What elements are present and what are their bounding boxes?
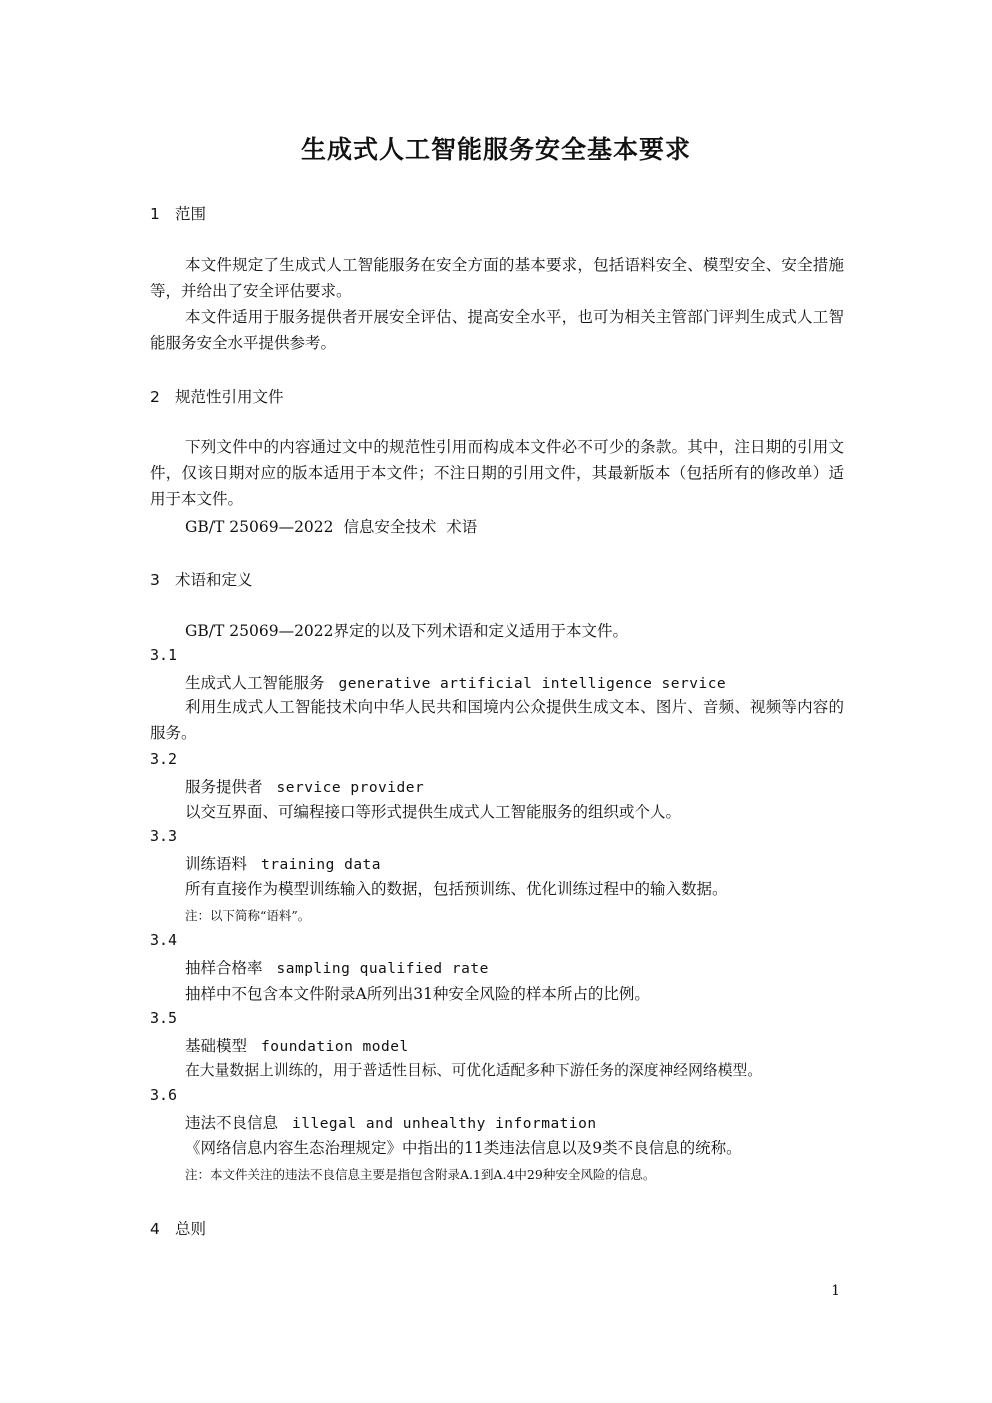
section-1-heading: [150, 202, 206, 224]
term-number: 3.5: [150, 1009, 178, 1027]
term-heading: [185, 671, 726, 693]
term-english: training data: [261, 857, 382, 873]
section-title: 规范性引用文件: [175, 388, 284, 406]
section-3-intro: GB/T 25069—2022界定的以及下列术语和定义适用于本文件。: [185, 622, 629, 640]
section-1-paragraph-2: 本文件适用于服务提供者开展安全评估、提高安全水平，也可为相关主管部门评判生成式人工智能服务安全水平提供参考。: [150, 308, 844, 352]
term-definition: 抽样中不包含本文件附录A所列出31种安全风险的样本所占的比例。: [185, 985, 650, 1003]
section-title: 总则: [175, 1220, 207, 1238]
term-number: 3.2: [150, 750, 178, 768]
section-number: 1: [150, 205, 160, 223]
page-number: 1: [831, 1283, 840, 1299]
term-definition: 所有直接作为模型训练输入的数据，包括预训练、优化训练过程中的输入数据。: [185, 880, 728, 898]
term-english: illegal and unhealthy information: [292, 1116, 597, 1132]
section-2-heading: [150, 385, 284, 407]
term-heading: [185, 852, 381, 874]
term-number: 3.6: [150, 1086, 178, 1104]
section-number: 4: [150, 1220, 160, 1238]
term-chinese: 训练语料: [185, 855, 248, 873]
term-heading: [185, 1034, 409, 1056]
term-definition: 《网络信息内容生态治理规定》中指出的11类违法信息以及9类不良信息的统称。: [185, 1139, 742, 1157]
term-chinese: 生成式人工智能服务: [185, 674, 325, 692]
term-english: service provider: [276, 780, 425, 796]
section-1-paragraph-1: 本文件规定了生成式人工智能服务在安全方面的基本要求，包括语料安全、模型安全、安全措施等，并给出了安全评估要求。: [150, 256, 844, 300]
section-3-heading: [150, 568, 253, 590]
section-title: 术语和定义: [175, 571, 253, 589]
term-heading: [185, 956, 489, 978]
term-english: sampling qualified rate: [276, 961, 489, 977]
term-note: 注：本文件关注的违法不良信息主要是指包含附录A.1到A.4中29种安全风险的信息。: [185, 1167, 656, 1182]
term-definition: 以交互界面、可编程接口等形式提供生成式人工智能服务的组织或个人。: [185, 803, 682, 821]
term-heading: [185, 1111, 597, 1133]
section-number: 2: [150, 388, 160, 406]
section-number: 3: [150, 571, 160, 589]
section-4-heading: [150, 1217, 206, 1239]
term-chinese: 抽样合格率: [185, 959, 263, 977]
normative-reference: GB/T 25069—2022 信息安全技术 术语: [185, 518, 478, 536]
term-number: 3.3: [150, 827, 178, 845]
term-chinese: 服务提供者: [185, 778, 263, 796]
section-title: 范围: [175, 205, 207, 223]
term-definition: 在大量数据上训练的，用于普适性目标、可优化适配多种下游任务的深度神经网络模型。: [185, 1062, 763, 1079]
document-title: 生成式人工智能服务安全基本要求: [300, 135, 691, 164]
term-note: 注：以下简称“语料”。: [185, 908, 311, 923]
section-2-paragraph-1: 下列文件中的内容通过文中的规范性引用而构成本文件必不可少的条款。其中，注日期的引用文件，仅该日期对应的版本适用于本文件；不注日期的引用文件，其最新版本（包括所有的修改单）适用于本文件。: [150, 438, 844, 508]
term-chinese: 基础模型: [185, 1037, 248, 1055]
term-heading: [185, 775, 424, 797]
term-english: generative artificial intelligence service: [338, 676, 727, 692]
term-number: 3.1: [150, 646, 178, 664]
term-number: 3.4: [150, 931, 178, 949]
term-definition: 利用生成式人工智能技术向中华人民共和国境内公众提供生成文本、图片、音频、视频等内容的服务。: [150, 698, 844, 742]
term-chinese: 违法不良信息: [185, 1114, 279, 1132]
term-english: foundation model: [261, 1039, 409, 1055]
